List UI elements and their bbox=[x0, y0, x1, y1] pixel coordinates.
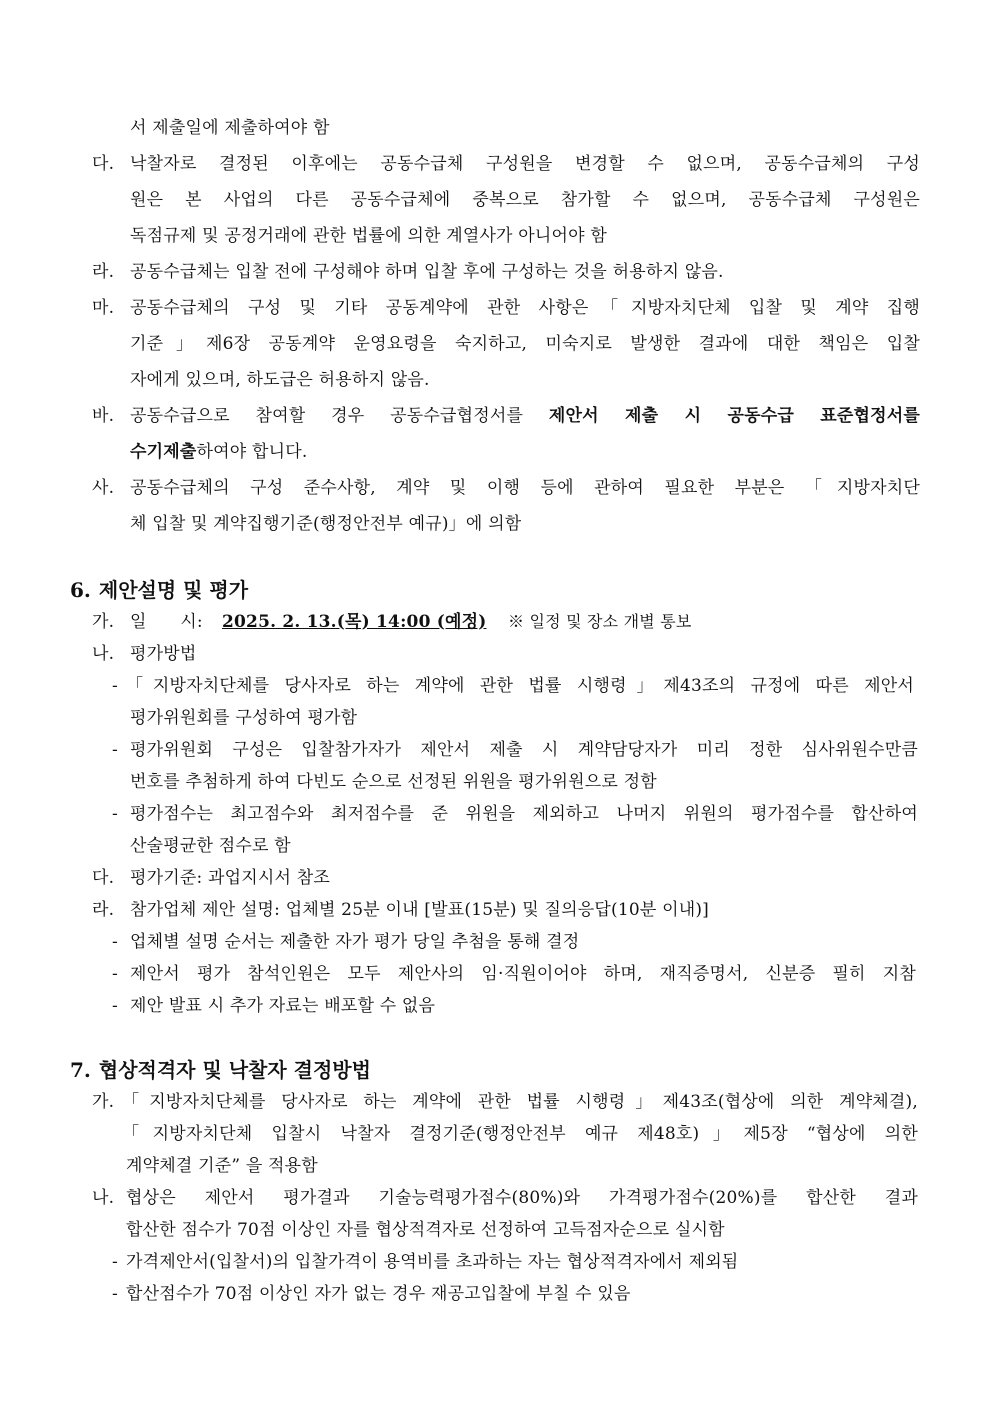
item-marker: 사. bbox=[92, 478, 115, 498]
item-marker: 나. bbox=[92, 644, 115, 664]
item-marker: 가. bbox=[92, 612, 115, 632]
section-6-heading bbox=[70, 574, 256, 603]
item-line: 협상은 제안서 평가결과 기술능력평가점수(80%)와 가격평가점수(20%)를 합산한 결과 bbox=[126, 1188, 918, 1208]
item-marker: 라. bbox=[92, 900, 115, 920]
bullet-line: 업체별 설명 순서는 제출한 자가 평가 당일 추첨을 통해 결정 bbox=[130, 932, 580, 952]
bullet-line: 합산점수가 70점 이상인 자가 없는 경우 재공고입찰에 부칠 수 있음 bbox=[126, 1284, 631, 1304]
item-line bbox=[130, 404, 920, 428]
bullet-line: 번호를 추첨하게 하여 다빈도 순으로 선정된 위원을 평가위원으로 정함 bbox=[130, 772, 657, 792]
item-line: 공동수급체는 입찰 전에 구성해야 하며 입찰 후에 구성하는 것을 허용하지 않음. bbox=[130, 262, 724, 282]
bullet-dash: - bbox=[112, 676, 118, 696]
item-line: 체 입찰 및 계약집행기준(행정안전부 예규)」에 의함 bbox=[130, 514, 522, 534]
bullet-line: 평가위원회를 구성하여 평가함 bbox=[130, 708, 358, 728]
item-marker: 바. bbox=[92, 406, 115, 426]
bullet-line: 평가점수는 최고점수와 최저점수를 준 위원을 제외하고 나머지 위원의 평가점수를 합산하여 bbox=[130, 804, 918, 824]
section-number: 6. bbox=[70, 578, 91, 602]
item-text: 공동수급으로 참여할 경우 공동수급협정서를 bbox=[130, 406, 549, 426]
bullet-dash: - bbox=[112, 1284, 118, 1304]
item-line: 「지방자치단체를 당사자로 하는 계약에 관한 법률 시행령」제43조(협상에 의한 계약체결), bbox=[122, 1092, 918, 1112]
item-marker: 가. bbox=[92, 1092, 115, 1112]
item-line: 합산한 점수가 70점 이상인 자를 협상적격자로 선정하여 고득점자순으로 실시함 bbox=[126, 1220, 725, 1240]
bullet-line: 제안서 평가 참석인원은 모두 제안사의 임·직원이어야 하며, 재직증명서, 신분증 필히 지참 bbox=[130, 964, 916, 984]
item-line: 공동수급체의 구성 준수사항, 계약 및 이행 등에 관하여 필요한 부분은 「지방자치단 bbox=[130, 478, 920, 498]
schedule-note: ※ 일정 및 장소 개별 통보 bbox=[508, 612, 692, 631]
item-marker: 라. bbox=[92, 262, 115, 282]
bullet-dash: - bbox=[112, 964, 118, 984]
bullet-dash: - bbox=[112, 740, 118, 760]
item-line bbox=[130, 440, 307, 464]
bullet-line: 산술평균한 점수로 함 bbox=[130, 836, 291, 856]
bullet-line: 제안 발표 시 추가 자료는 배포할 수 없음 bbox=[130, 996, 436, 1016]
item-bold-text: 수기제출 bbox=[130, 442, 197, 462]
bullet-line: 「지방자치단체를 당사자로 하는 계약에 관한 법률 시행령」제43조의 규정에 따른 제안서 bbox=[126, 676, 914, 696]
continuation-line: 서 제출일에 제출하여야 함 bbox=[130, 118, 330, 138]
bullet-line: 평가위원회 구성은 입찰참가자가 제안서 제출 시 계약담당자가 미리 정한 심사위원수만큼 bbox=[130, 740, 918, 760]
item-line: 자에게 있으며, 하도급은 허용하지 않음. bbox=[130, 370, 430, 390]
item-line: 독점규제 및 공정거래에 관한 법률에 의한 계열사가 아니어야 함 bbox=[130, 226, 608, 246]
bullet-dash: - bbox=[112, 996, 118, 1016]
bullet-dash: - bbox=[112, 1252, 118, 1272]
item-marker: 마. bbox=[92, 298, 115, 318]
section-number: 7. bbox=[70, 1058, 91, 1082]
presentation-text: 참가업체 제안 설명: 업체별 25분 이내 [발표(15분) 및 질의응답(10분 이내)] bbox=[130, 900, 710, 920]
item-marker: 나. bbox=[92, 1188, 115, 1208]
section-title: 제안설명 및 평가 bbox=[98, 578, 249, 602]
item-marker: 다. bbox=[92, 868, 115, 888]
method-label: 평가방법 bbox=[130, 644, 197, 664]
item-line: 원은 본 사업의 다른 공동수급체에 중복으로 참가할 수 없으며, 공동수급체 구성원은 bbox=[130, 190, 920, 210]
item-text: 하여야 합니다. bbox=[196, 442, 308, 462]
item-line: 「지방자치단체 입찰시 낙찰자 결정기준(행정안전부 예규 제48호)」제5장 “협상에 의한 bbox=[122, 1124, 918, 1144]
item-marker: 다. bbox=[92, 154, 115, 174]
section-7-heading bbox=[70, 1054, 379, 1083]
bullet-dash: - bbox=[112, 932, 118, 952]
section-title: 협상적격자 및 낙찰자 결정방법 bbox=[98, 1058, 371, 1082]
schedule-value bbox=[222, 610, 486, 634]
criteria-text: 평가기준: 과업지시서 참조 bbox=[130, 868, 330, 888]
schedule-label: 일 시: bbox=[130, 612, 203, 632]
item-line: 낙찰자로 결정된 이후에는 공동수급체 구성원을 변경할 수 없으며, 공동수급체의 구성 bbox=[130, 154, 920, 174]
item-line: 계약체결 기준” 을 적용함 bbox=[126, 1156, 318, 1176]
schedule-date: 2025. 2. 13.(목) 14:00 (예정) bbox=[222, 612, 487, 632]
bullet-dash: - bbox=[112, 804, 118, 824]
item-line: 공동수급체의 구성 및 기타 공동계약에 관한 사항은「지방자치단체 입찰 및 계약 집행 bbox=[130, 298, 920, 318]
item-line: 기준」제6장 공동계약 운영요령을 숙지하고, 미숙지로 발생한 결과에 대한 책임은 입찰 bbox=[130, 334, 920, 354]
bullet-line: 가격제안서(입찰서)의 입찰가격이 용역비를 초과하는 자는 협상적격자에서 제외됨 bbox=[126, 1252, 739, 1272]
item-bold-text: 제안서 제출 시 공동수급 표준협정서를 bbox=[548, 406, 920, 426]
